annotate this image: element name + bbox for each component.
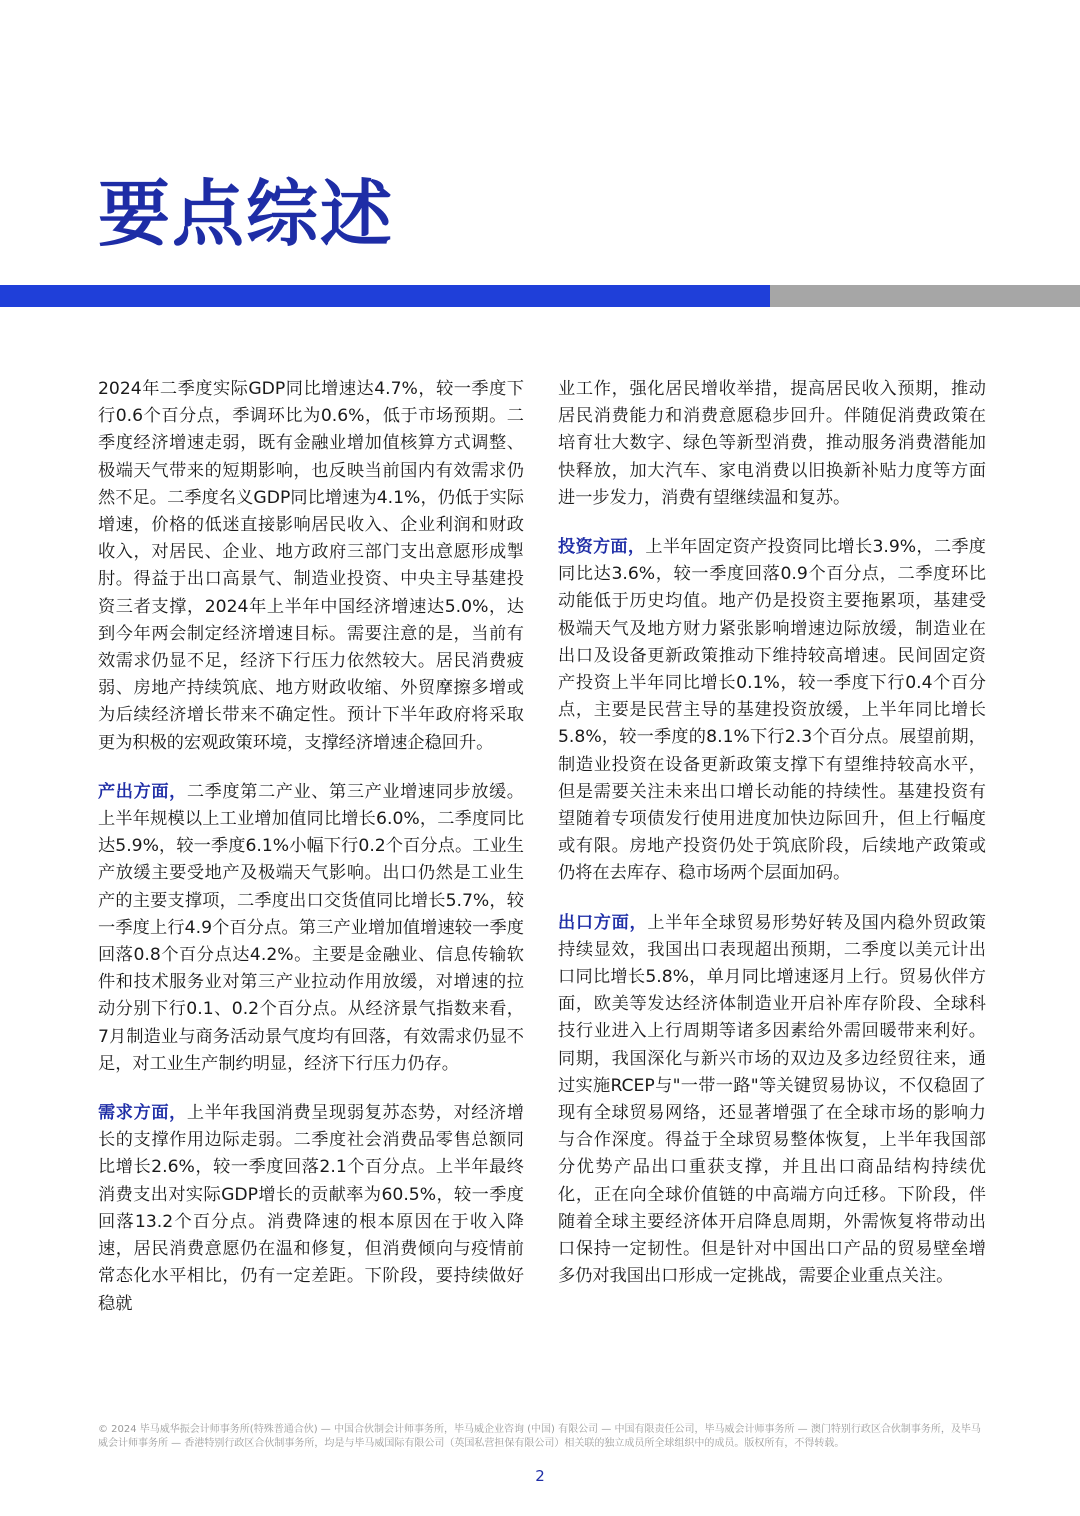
investment-paragraph [558,534,986,888]
investment-heading: 投资方面， [558,537,646,558]
demand-continued-paragraph [558,376,986,512]
output-heading: 产出方面， [98,781,187,802]
output-paragraph [98,779,524,1078]
demand-paragraph [98,1100,524,1318]
header-bar-grey [770,285,1080,307]
export-paragraph [558,910,986,1291]
left-column [98,376,524,1340]
right-column [558,376,986,1313]
export-text: 上半年全球贸易形势好转及国内稳外贸政策持续显效，我国出口表现超出预期，二季度以美元计出口同比增长5.8%，单月同比增速逐月上行。贸易伙伴方面，欧美等发达经济体制造业开启补库存阶段、全球科技行业进入上行周期等诸多因素给外需回暖带来利好。同期，我国深化与新兴市场的双边及多边经贸往来，通过实施RCEP与"一带一路"等关键贸易协议，不仅稳固了现有全球贸易网络，还显著增强了在全球市场的影响力与合作深度。得益于全球贸易整体恢复，上半年我国部分优势产品出口重获支撑，并且出口商品结构持续优化，正在向全球价值链的中高端方向迁移。下阶段，伴随着全球主要经济体开启降息周期，外需恢复将带动出口保持一定韧性。但是针对中国出口产品的贸易壁垒增多仍对我国出口形成一定挑战，需要企业重点关注。 [558,912,986,1287]
output-text: 二季度第二产业、第三产业增速同步放缓。上半年规模以上工业增加值同比增长6.0%，二季度同比达5.9%，较一季度6.1%小幅下行0.2个百分点。工业生产放缓主要受地产及极端天气影响。出口仍然是工业生产的主要支撑项，二季度出口交货值同比增长5.7%，较一季度上行4.9个百分点。第三产业增加值增速较一季度回落0.8个百分点达4.2%。主要是金融业、信息传输软件和技术服务业对第三产业拉动作用放缓，对增速的拉动分别下行0.1、0.2个百分点。从经济景气指数来看，7月制造业与商务活动景气度均有回落，有效需求仍显不足，对工业生产制约明显，经济下行压力仍存。 [98,781,524,1074]
header-bar-blue [0,285,770,307]
demand-text: 上半年我国消费呈现弱复苏态势，对经济增长的支撑作用边际走弱。二季度社会消费品零售总额同比增长2.6%，较一季度回落2.1个百分点。上半年最终消费支出对实际GDP增长的贡献率为60.5%，较一季度回落13.2个百分点。消费降速的根本原因在于收入降速，居民消费意愿仍在温和修复，但消费倾向与疫情前常态化水平相比，仍有一定差距。下阶段，要持续做好稳就 [98,1103,524,1314]
copyright-footer: © 2024 毕马威华振会计师事务所(特殊普通合伙) — 中国合伙制会计师事务所，毕马威企业咨询 (中国) 有限公司 — 中国有限责任公司，毕马威会计师事务所 — 澳门特别行政区合伙制事务所，及毕马威会计师事务所 — 香港特别行政区合伙制事务所，均是与毕马威国际有限公司（英国私营担保有限公司）相关联的独立成员所全球组织中的成员。版权所有，不得转载。 [98,1424,981,1449]
investment-text: 上半年固定资产投资同比增长3.9%，二季度同比达3.6%，较一季度回落0.9个百分点，二季度环比动能低于历史均值。地产仍是投资主要拖累项，基建受极端天气及地方财力紧张影响增速边际放缓，制造业在出口及设备更新政策推动下维持较高增速。民间固定资产投资上半年同比增长0.1%，较一季度下行0.4个百分点，主要是民营主导的基建投资放缓，上半年同比增长5.8%，较一季度的8.1%下行2.3个百分点。展望前期，制造业投资在设备更新政策支撑下有望维持较高水平，但是需要关注未来出口增长动能的持续性。基建投资有望随着专项债发行使用进度加快边际回升，但上行幅度或有限。房地产投资仍处于筑底阶段，后续地产政策或仍将在去库存、稳市场两个层面加码。 [558,537,986,884]
demand-heading: 需求方面， [98,1103,187,1124]
page-title: 要点综述 [98,172,395,256]
summary-text: 2024年二季度实际GDP同比增速达4.7%，较一季度下行0.6个百分点，季调环比为0.6%，低于市场预期。二季度经济增速走弱，既有金融业增加值核算方式调整、极端天气带来的短期影响，也反映当前国内有效需求仍然不足。二季度名义GDP同比增速为4.1%，仍低于实际增速，价格的低迷直接影响居民收入、企业利润和财政收入，对居民、企业、地方政府三部门支出意愿形成掣肘。得益于出口高景气、制造业投资、中央主导基建投资三者支撑，2024年上半年中国经济增速达5.0%，达到今年两会制定经济增速目标。需要注意的是，当前有效需求仍显不足，经济下行压力依然较大。居民消费疲弱、房地产持续筑底、地方财政收缩、外贸摩擦多增或为后续经济增长带来不确定性。预计下半年政府将采取更为积极的宏观政策环境，支撑经济增速企稳回升。 [98,379,524,753]
demand-continued-text: 业工作，强化居民增收举措，提高居民收入预期，推动居民消费能力和消费意愿稳步回升。伴随促消费政策在培育壮大数字、绿色等新型消费，推动服务消费潜能加快释放，加大汽车、家电消费以旧换新补贴力度等方面进一步发力，消费有望继续温和复苏。 [558,379,986,508]
page-number: 2 [535,1467,545,1485]
summary-paragraph [98,376,524,757]
export-heading: 出口方面， [558,912,648,933]
